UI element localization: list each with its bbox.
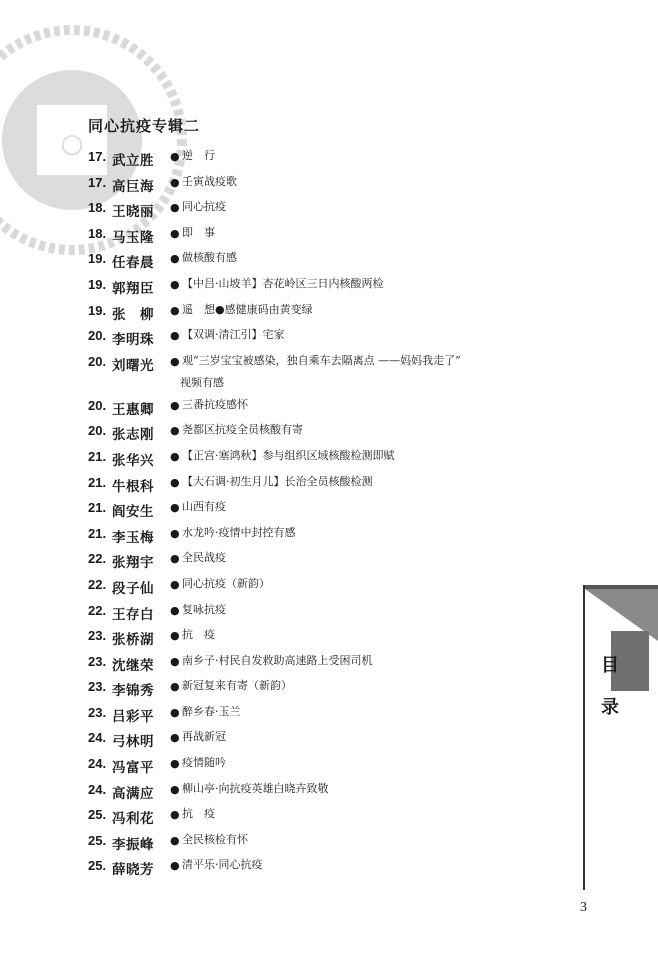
- entry-title-line: 全民战疫: [182, 551, 226, 565]
- entry-page-number: 20.: [88, 397, 107, 413]
- bullet-icon: ●: [170, 577, 180, 591]
- entry-page-number: 22.: [88, 602, 107, 618]
- entry-title-line: 柳山亭·向抗疫英雄白晓卉致敬: [182, 781, 329, 795]
- bullet-icon: ●: [170, 680, 180, 694]
- bullet-icon: ●: [170, 501, 180, 515]
- entry-author: 武立胜: [112, 153, 154, 169]
- toc-entry: [88, 858, 558, 884]
- entry-author: 李振峰: [112, 836, 154, 853]
- entry-author: 冯富平: [112, 760, 154, 777]
- entry-page-number: 24.: [88, 781, 107, 797]
- entry-title: [182, 573, 558, 595]
- entry-page-number: 18.: [88, 225, 107, 241]
- entry-page-number: 24.: [88, 756, 107, 772]
- entry-page-number: 25.: [88, 807, 107, 823]
- entry-author: 冯利花: [112, 811, 154, 828]
- entry-title-line: 观“三岁宝宝被感染，独自乘车去隔离点 ——妈妈我走了”: [182, 353, 461, 367]
- bullet-icon: ●: [170, 424, 180, 438]
- entry-title-line: 尧都区抗疫全员核酸有寄: [182, 423, 303, 437]
- side-label-char: 目: [601, 655, 619, 676]
- entry-title: [182, 471, 558, 493]
- entry-author: 阎安生: [112, 504, 154, 521]
- entry-author: 王惠卿: [112, 401, 154, 418]
- bullet-icon: ●: [170, 354, 180, 368]
- entry-title: [182, 854, 558, 876]
- side-label: [600, 645, 620, 729]
- entry-page-number: 25.: [88, 858, 107, 874]
- entry-title: [182, 624, 558, 646]
- side-tab: [583, 585, 658, 890]
- entry-author: 王晓丽: [112, 204, 154, 221]
- section-heading: 同心抗疫专辑二: [88, 117, 201, 135]
- entry-title: [182, 145, 558, 167]
- entry-title: [182, 778, 558, 800]
- bullet-icon: ●: [170, 808, 180, 822]
- entry-page-number: 19.: [88, 276, 107, 292]
- entry-title: [182, 247, 558, 269]
- entry-title: [182, 522, 558, 544]
- entry-title: [182, 496, 558, 518]
- entry-author: 段子仙: [112, 580, 154, 597]
- entry-author: 张 柳: [112, 306, 154, 323]
- bullet-icon: ●: [170, 705, 180, 719]
- toc-entry: [88, 354, 558, 398]
- entry-title: [182, 273, 558, 295]
- entry-page-number: 22.: [88, 551, 107, 567]
- entry-title: [182, 829, 558, 851]
- entry-page-number: 23.: [88, 679, 107, 695]
- entry-page-number: 20.: [88, 423, 107, 439]
- entry-title-line: 抗 疫: [182, 628, 215, 642]
- entry-page-number: 19.: [88, 251, 107, 267]
- entry-title-line: 【中吕·山坡羊】杏花岭区三日内核酸两检: [182, 276, 384, 290]
- entry-title-line: 【大石调·初生月儿】长治全员核酸检测: [182, 474, 373, 488]
- entry-title: [182, 752, 558, 774]
- bullet-icon: ●: [170, 150, 180, 163]
- entry-page-number: 23.: [88, 653, 107, 669]
- bullet-icon: ●: [170, 277, 180, 291]
- entry-title-line: 疫情随吟: [182, 756, 226, 770]
- entry-title: [182, 419, 558, 441]
- entry-page-number: 17.: [88, 149, 107, 164]
- bullet-icon: ●: [170, 731, 180, 745]
- entry-title: [182, 171, 558, 193]
- entry-title-line: 遥 想●感健康码由黄变绿: [182, 302, 313, 316]
- entry-title: [182, 726, 558, 748]
- entry-title-line: 山西有疫: [182, 500, 226, 514]
- entry-author: 高巨海: [112, 178, 154, 195]
- entry-page-number: 22.: [88, 576, 107, 592]
- entry-author: 牛根科: [112, 478, 154, 495]
- bullet-icon: ●: [170, 526, 180, 540]
- entry-title-line: 水龙吟·疫情中封控有感: [182, 525, 296, 539]
- entry-page-number: 18.: [88, 200, 107, 216]
- entry-author: 李明珠: [112, 332, 154, 349]
- entry-page-number: 20.: [88, 328, 107, 344]
- entry-author: 李锦秀: [112, 683, 154, 700]
- entry-author: 薛晓芳: [112, 862, 154, 879]
- entry-title: [182, 650, 558, 672]
- entry-title: [182, 350, 558, 394]
- entry-title: [182, 675, 558, 697]
- entry-title: [182, 196, 558, 218]
- bullet-icon: ●: [170, 833, 180, 847]
- entry-author: 吕彩平: [112, 708, 154, 725]
- entry-author: 张翔宇: [112, 555, 154, 572]
- bullet-icon: ●: [170, 252, 180, 266]
- bullet-icon: ●: [170, 175, 180, 189]
- bullet-icon: ●: [170, 329, 180, 343]
- entry-page-number: 20.: [88, 353, 107, 369]
- entry-page-number: 21.: [88, 500, 107, 516]
- entry-title-line: 【双调·清江引】宅家: [182, 328, 285, 342]
- entry-page-number: 19.: [88, 302, 107, 318]
- bullet-icon: ●: [170, 226, 180, 240]
- entry-author: 弓林明: [112, 734, 154, 751]
- entry-author: 李玉梅: [112, 529, 154, 546]
- bullet-icon: ●: [170, 475, 180, 489]
- entry-title-line: 【正宫·塞鸿秋】参与组织区域核酸检测即赋: [182, 448, 395, 462]
- entry-author: 刘曙光: [112, 357, 154, 374]
- entry-title-line: 南乡子·村民自发救助高速路上受困司机: [182, 653, 373, 667]
- entry-page-number: 23.: [88, 628, 107, 644]
- side-label-char: 录: [601, 697, 619, 718]
- entry-page-number: 21.: [88, 448, 107, 464]
- entry-author: 张桥湖: [112, 632, 154, 649]
- entry-author: 沈继荣: [112, 657, 154, 674]
- entry-page-number: 24.: [88, 730, 107, 746]
- entry-title-line: 同心抗疫: [182, 200, 226, 214]
- entry-author: 郭翔臣: [112, 280, 154, 297]
- entry-page-number: 25.: [88, 832, 107, 848]
- bullet-icon: ●: [170, 603, 180, 617]
- bullet-icon: ●: [170, 552, 180, 566]
- bullet-icon: ●: [170, 303, 180, 317]
- svg-text:○: ○: [60, 129, 84, 159]
- bullet-icon: ●: [170, 449, 180, 463]
- entry-title-line: 抗 疫: [182, 807, 215, 821]
- entry-title-line: 壬寅战疫歌: [182, 174, 237, 188]
- entry-title-line: 逆 行: [182, 149, 215, 162]
- entry-author: 张志刚: [112, 427, 154, 444]
- entry-author: 任春晨: [112, 255, 154, 272]
- entry-title: [182, 803, 558, 825]
- entry-title-line: 复咏抗疫: [182, 602, 226, 616]
- entry-title-line: 醉乡春·玉兰: [182, 704, 241, 718]
- entry-title-line: 即 事: [182, 225, 215, 239]
- entry-title: [182, 599, 558, 621]
- entry-author: 马玉隆: [112, 229, 154, 246]
- entry-title-line: 同心抗疫（新韵）: [182, 576, 270, 590]
- entry-author: 王存白: [112, 606, 154, 623]
- bullet-icon: ●: [170, 629, 180, 643]
- entry-page-number: 17.: [88, 174, 107, 190]
- entry-title-line: 新冠复来有寄（新韵）: [182, 679, 292, 693]
- table-of-contents: [88, 149, 558, 884]
- entry-page-number: 23.: [88, 704, 107, 720]
- entry-page-number: 21.: [88, 474, 107, 490]
- bullet-icon: ●: [170, 654, 180, 668]
- entry-title-line: 视频有感: [180, 375, 224, 389]
- entry-title: [182, 394, 558, 416]
- bullet-icon: ●: [170, 398, 180, 412]
- entry-title-line: 做核酸有感: [182, 251, 237, 265]
- entry-title-line: 清平乐·同心抗疫: [182, 858, 263, 872]
- entry-title: [182, 222, 558, 244]
- bullet-icon: ●: [170, 757, 180, 771]
- entry-title-line: 全民核检有怀: [182, 832, 248, 846]
- bullet-icon: ●: [170, 782, 180, 796]
- entry-title: [182, 701, 558, 723]
- entry-title: [182, 324, 558, 346]
- bullet-icon: ●: [170, 201, 180, 215]
- entry-title: [182, 445, 558, 467]
- entry-author: 张华兴: [112, 452, 154, 469]
- entry-title: [182, 547, 558, 569]
- entry-author: 高满应: [112, 785, 154, 802]
- entry-title: [182, 299, 558, 321]
- entry-title-line: 三番抗疫感怀: [182, 397, 248, 411]
- entry-page-number: 21.: [88, 525, 107, 541]
- page-number: 3: [580, 900, 587, 915]
- bullet-icon: ●: [170, 859, 180, 873]
- entry-title-line: 再战新冠: [182, 730, 226, 744]
